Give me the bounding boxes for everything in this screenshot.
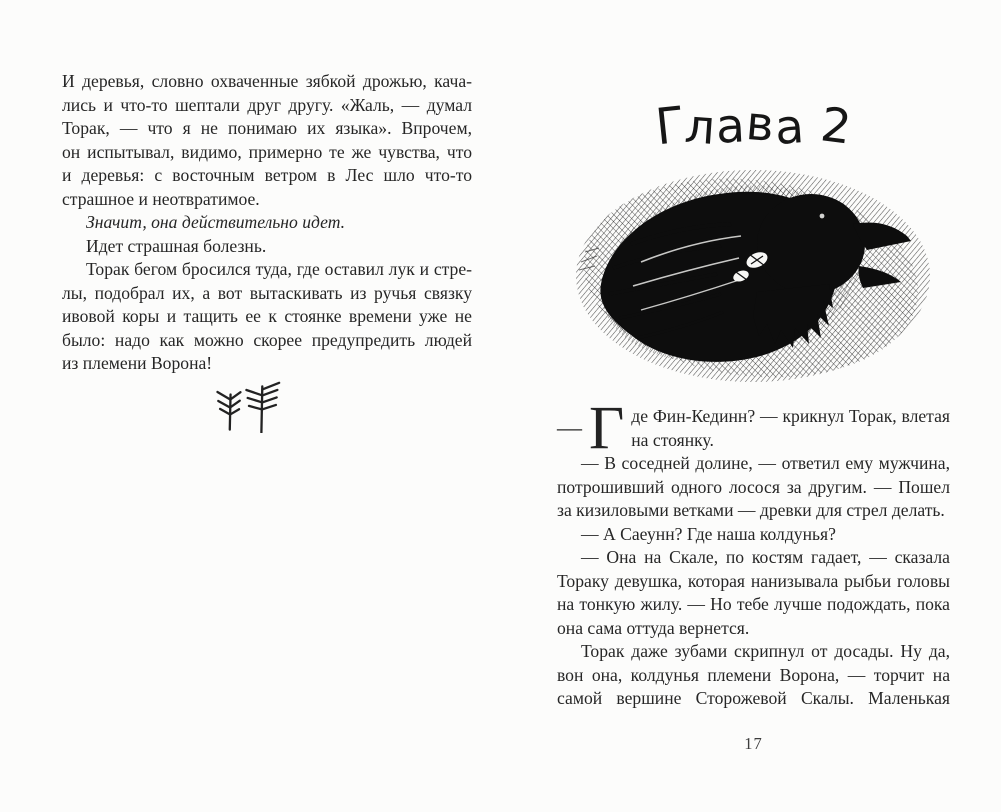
paragraph: [557, 452, 950, 523]
dropcap-letter: Г: [589, 395, 625, 462]
right-page-paragraphs: [557, 452, 950, 711]
text-line: де Фин-Кединн? — крикнул Торак, влетая: [631, 406, 950, 426]
paragraph: [557, 546, 950, 640]
left-page-text: [62, 70, 472, 376]
text-line: Торак, — что я не понимаю их языка». Впрочем,: [62, 118, 472, 138]
text-line: — А Саеунн? Где наша колдунья?: [581, 523, 836, 544]
text-line: самой вершине Сторожевой Скалы. Маленькая: [557, 688, 950, 708]
text-line: она сама оттуда вернется.: [557, 617, 750, 638]
text-line: он испытывал, видимо, примерно те же чувства, что: [62, 141, 472, 162]
dropcap: [557, 395, 625, 462]
text-line: Тораку девушка, которая нанизывала рыбьи головы: [557, 570, 950, 591]
text-line: Идет страшная болезнь.: [86, 235, 267, 256]
opening-paragraph: [557, 395, 950, 462]
dropcap-dash: —: [557, 415, 582, 442]
text-line: вон она, колдунья племени Ворона, — торчит на: [557, 664, 950, 685]
paragraph: [557, 523, 950, 547]
text-line: было: надо как можно скорее предупредить людей: [62, 329, 472, 350]
paragraph: [62, 258, 472, 376]
paragraph: [62, 211, 472, 235]
chapter-heading: Глава 2: [652, 95, 855, 158]
text-line: страшное и неотвратимое.: [62, 188, 260, 209]
text-line: Торак даже зубами скрипнул от досады. Ну да,: [581, 641, 950, 661]
raven-illustration: [571, 166, 937, 392]
right-page-text: [557, 395, 950, 711]
paragraph: [557, 640, 950, 711]
paragraph: [62, 70, 472, 211]
text-line: ивовой коры и тащить ее к стоянке времени уже не: [62, 306, 472, 326]
paragraph: [62, 235, 472, 259]
text-line: за кизиловыми ветками — древки для стрел делать.: [557, 500, 945, 520]
text-line: на тонкую жилу. — Но тебе лучше подождать, пока: [557, 594, 950, 614]
text-line: лись и что-то шептали друг другу. «Жаль, — думал: [62, 94, 472, 115]
twin-tree-rune-ornament-icon: [208, 381, 284, 433]
text-line: И деревья, словно охваченные зябкой дрожью, кача-: [62, 71, 472, 91]
text-line: и деревья: с восточным ветром в Лес шло что-то: [62, 165, 472, 185]
left-page: [62, 70, 472, 433]
text-line: на стоянку.: [631, 429, 714, 450]
text-line: потрошивший одного лосося за другим. — Пошел: [557, 476, 950, 497]
text-line: Значит, она действительно идет.: [86, 212, 346, 232]
text-line: — В соседней долине, — ответил ему мужчина,: [581, 453, 950, 473]
text-line: — Она на Скале, по костям гадает, — сказала: [581, 547, 950, 567]
text-line: из племени Ворона!: [62, 353, 213, 373]
page-number: 17: [744, 734, 763, 753]
text-line: лы, подобрал их, а вот вытаскивать из ручья связку: [62, 282, 472, 303]
text-line: Торак бегом бросился туда, где оставил лук и стре-: [86, 259, 472, 279]
right-page: [557, 95, 950, 812]
